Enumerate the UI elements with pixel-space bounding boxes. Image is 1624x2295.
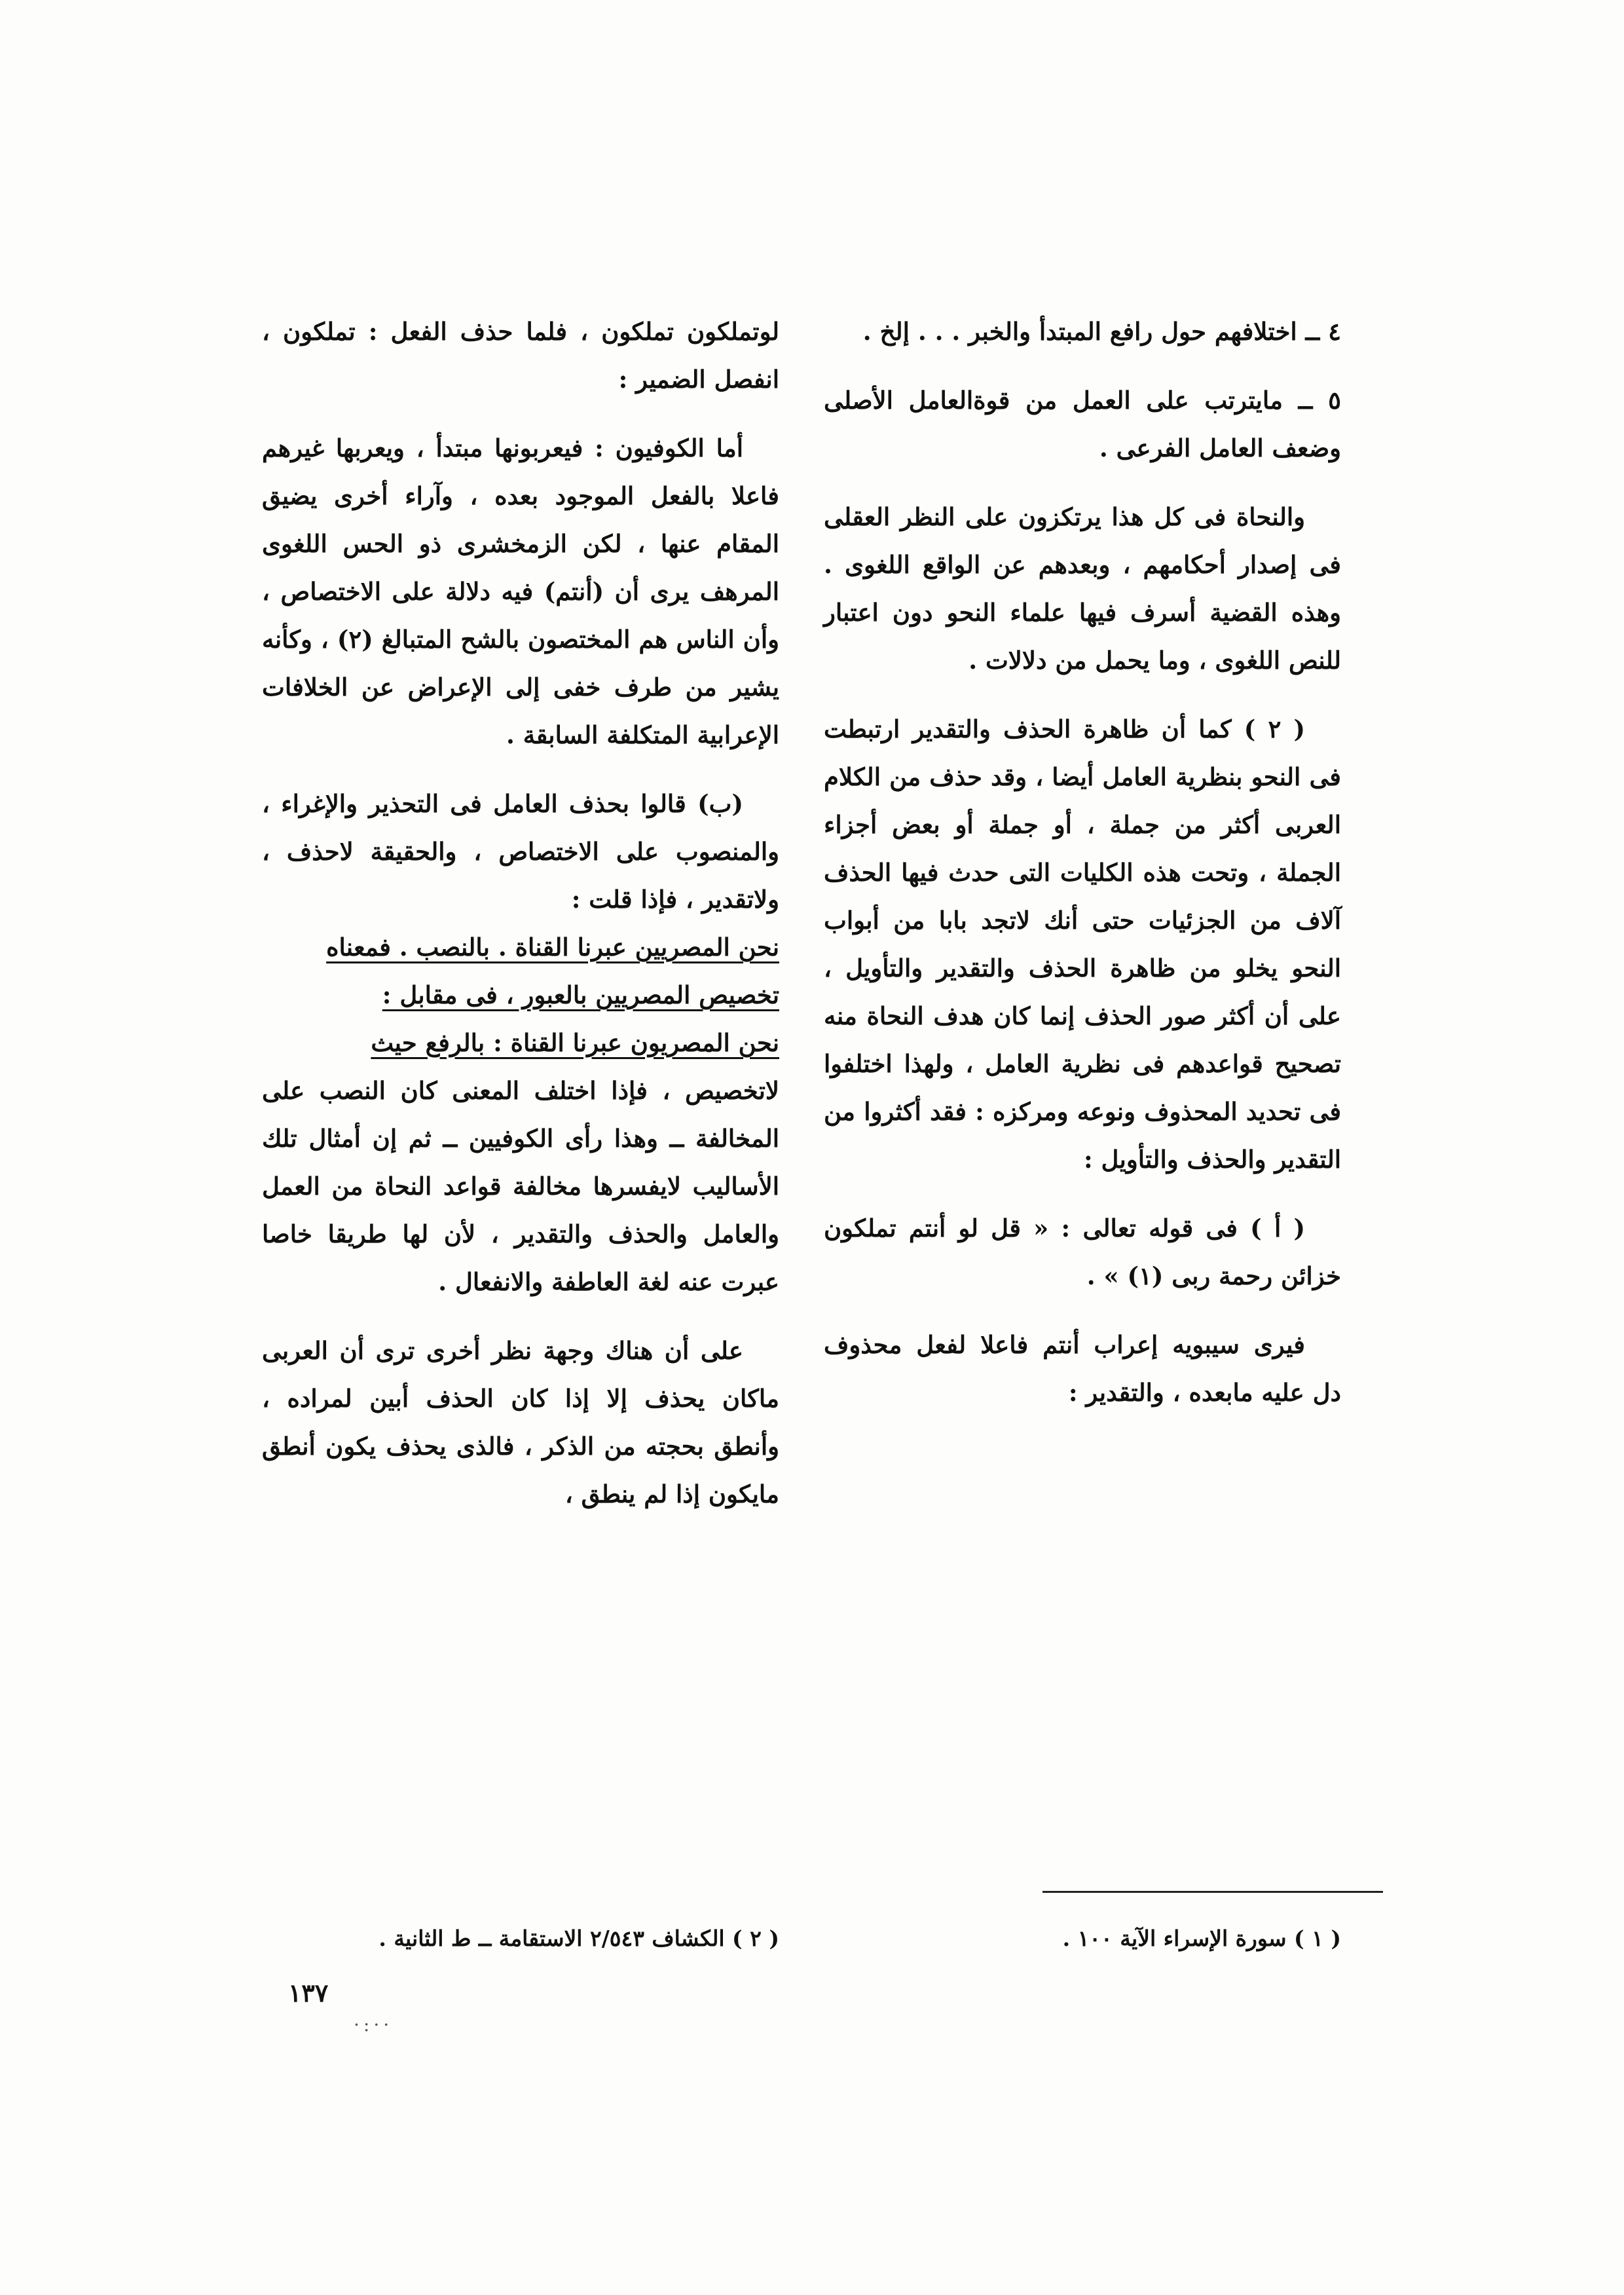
page-number: ١٣٧ bbox=[288, 1978, 329, 2007]
paragraph: فيرى سيبويه إعراب أنتم فاعلا لفعل محذوف دل عليه مابعده ، والتقدير : bbox=[824, 1330, 1341, 1407]
example-line: نحن المصريين عبرنا القناة . بالنصب . فمعناه bbox=[326, 933, 779, 961]
paragraph: (ب) قالوا بحذف العامل فى التحذير والإغراء ، والمنصوب على الاختصاص ، والحقيقة لاحذف ، ولاتقدير ، فإذا قلت : bbox=[262, 789, 779, 914]
list-item-5: ٥ ــ مايترتب على العمل من قوةالعامل الأصلى وضعف العامل الفرعى . bbox=[824, 386, 1341, 462]
paragraph: ( أ ) فى قوله تعالى : « قل لو أنتم تملكون خزائن رحمة ربى (١) » . bbox=[824, 1214, 1341, 1290]
example-line: تخصيص المصريين بالعبور ، فى مقابل : bbox=[382, 980, 779, 1009]
left-column bbox=[262, 308, 779, 1539]
scan-speckle: ·:·· bbox=[354, 2014, 394, 2036]
paragraph: على أن هناك وجهة نظر أخرى ترى أن العربى ماكان يحذف إلا إذا كان الحذف أبين لمراده ، وأنطق بحجته من الذكر ، فالذى يحذف يكون أنطق مايكون إذا لم ينطق ، bbox=[262, 1336, 779, 1508]
paragraph: والنحاة فى كل هذا يرتكزون على النظر العقلى فى إصدار أحكامهم ، وبعدهم عن الواقع اللغوى . وهذه القضية أسرف فيها علماء النحو دون اعتبار للنص اللغوى ، وما يحمل من دلالات . bbox=[824, 502, 1341, 675]
paragraph: أما الكوفيون : فيعربونها مبتدأ ، ويعربها غيرهم فاعلا بالفعل الموجود بعده ، وآراء أخرى يضيق المقام عنها ، لكن الزمخشرى ذو الحس اللغوى المرهف يرى أن (أنتم) فيه دلالة على الاختصاص ، وأن الناس هم المختصون بالشح المتبالغ (٢) ، وكأنه يشير من طرف خفى إلى الإعراض عن الخلافات الإعرابية المتكلفة السابقة . bbox=[262, 434, 779, 749]
paragraph: ( ٢ ) كما أن ظاهرة الحذف والتقدير ارتبطت فى النحو بنظرية العامل أيضا ، وقد حذف من الكلام العربى أكثر من جملة ، أو جملة أو بعض أجزاء الجملة ، وتحت هذه الكليات التى حدث فيها الحذف آلاف من الجزئيات حتى أنك لاتجد بابا من أبواب النحو يخلو من ظاهرة الحذف والتقدير والتأويل ، على أن أكثر صور الحذف إنما كان هدف النحاة منه تصحيح قواعدهم فى نظرية العامل ، ولهذا اختلفوا فى تحديد المحذوف ونوعه ومركزه : فقد أكثروا من التقدير والحذف والتأويل : bbox=[824, 715, 1341, 1174]
list-item-4: ٤ ــ اختلافهم حول رافع المبتدأ والخبر . . . إلخ . bbox=[862, 317, 1341, 346]
footnote-2: ( ٢ ) الكشاف ٢/٥٤٣ الاستقامة ــ ط الثانية . bbox=[378, 1926, 779, 1951]
footnote-rule bbox=[1043, 1891, 1383, 1893]
paragraph: لاتخصيص ، فإذا اختلف المعنى كان النصب على المخالفة ــ وهذا رأى الكوفيين ــ ثم إن أمثال تلك الأساليب لايفسرها مخالفة قواعد النحاة من العمل والعامل والحذف والتقدير ، لأن لها طريقا خاصا عبرت عنه لغة العاطفة والانفعال . bbox=[262, 1076, 779, 1296]
paragraph: لوتملكون تملكون ، فلما حذف الفعل : تملكون ، انفصل الضمير : bbox=[262, 317, 779, 394]
footnote-1: ( ١ ) سورة الإسراء الآية ١٠٠ . bbox=[1062, 1926, 1341, 1951]
right-column bbox=[824, 308, 1341, 1438]
example-line: نحن المصريون عبرنا القناة : بالرفع حيث bbox=[371, 1028, 779, 1057]
